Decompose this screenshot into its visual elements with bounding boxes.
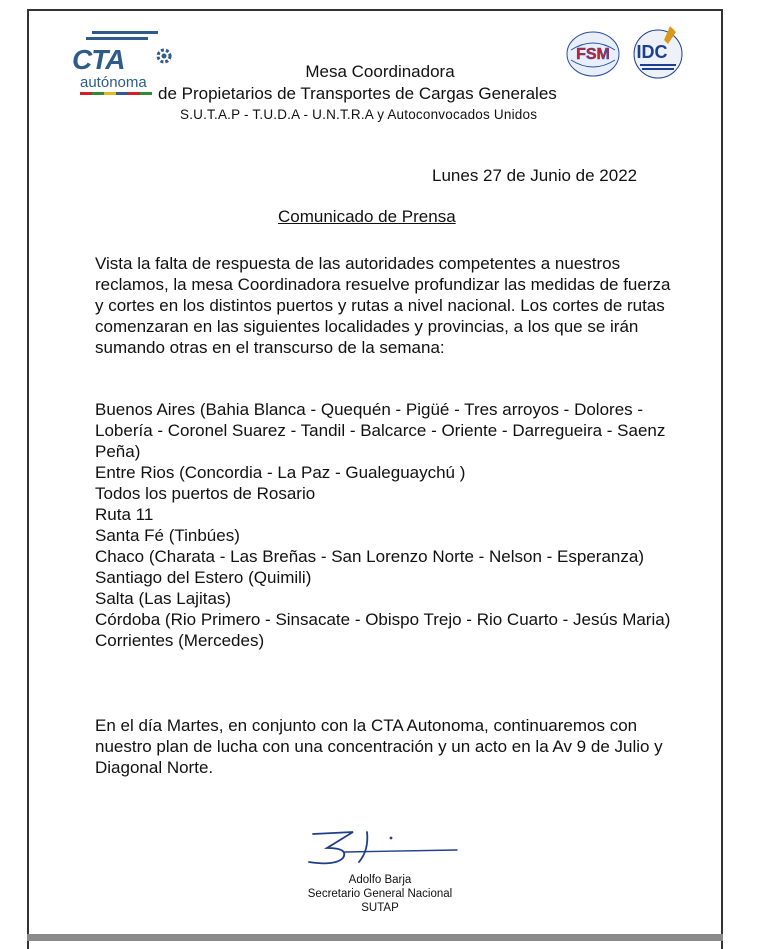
document-subject: Comunicado de Prensa	[278, 207, 456, 226]
signatory-name: Adolfo Barja	[348, 874, 412, 886]
org-unions-line: S.U.T.A.P - T.U.D.A - U.N.T.R.A y Autoconvocados Unidos	[180, 107, 538, 122]
document-date: Lunes 27 de Junio de 2022	[432, 166, 638, 185]
cta-logo-text: CTA	[72, 44, 125, 75]
cta-logo-subtext: autónoma	[80, 74, 147, 91]
list-item: Ruta 11	[95, 505, 154, 524]
list-item: Santiago del Estero (Quimili)	[95, 568, 312, 587]
signatory-org: SUTAP	[361, 902, 399, 914]
signatory-title: Secretario General Nacional	[307, 888, 453, 900]
handwritten-signature	[305, 826, 465, 870]
logo-color-strip	[80, 92, 160, 96]
list-item: Santa Fé (Tinbúes)	[95, 526, 240, 545]
idc-logo	[630, 22, 686, 80]
list-item: Buenos Aires (Bahia Blanca - Quequén - Pigüé - Tres arroyos - Dolores - Lobería - Coronel Suarez - Tandil - Balcarce - Oriente - Darregueira - Saenz Peña)	[95, 400, 666, 461]
logo-speed-stripes	[86, 30, 166, 44]
gear-icon	[154, 46, 174, 66]
list-item: Todos los puertos de Rosario	[95, 484, 316, 503]
org-title-line1: Mesa Coordinadora	[305, 62, 455, 81]
closing-paragraph: En el día Martes, en conjunto con la CTA Autonoma, continuaremos con nuestro plan de lucha con una concentración y un acto en la Av 9 de Julio y Diagonal Norte.	[95, 716, 663, 777]
list-item: Salta (Las Lajitas)	[95, 589, 232, 608]
list-item: Corrientes (Mercedes)	[95, 631, 265, 650]
idc-logo-text: IDC	[636, 42, 668, 62]
list-item: Chaco (Charata - Las Breñas - San Lorenzo Norte - Nelson - Esperanza)	[95, 547, 644, 566]
fsm-logo-text: FSM	[576, 46, 610, 63]
locations-list	[95, 399, 675, 651]
list-item: Córdoba (Rio Primero - Sinsacate - Obispo Trejo - Rio Cuarto - Jesús Maria)	[95, 610, 671, 629]
fsm-logo	[565, 30, 621, 78]
org-title-line2: de Propietarios de Transportes de Cargas Generales	[158, 84, 557, 103]
list-item: Entre Rios (Concordia - La Paz - Gualeguaychú )	[95, 463, 466, 482]
intro-paragraph: Vista la falta de respuesta de las autoridades competentes a nuestros reclamos, la mesa Coordinadora resuelve profundizar las medidas de fuerza y cortes en los distintos puertos y rutas a nivel nacional. Los cortes de rutas comenzaran en las siguientes localidades y provincias, a los que se irán sumando otras en el transcurso de la semana:	[95, 254, 671, 357]
page-bottom-edge	[27, 934, 723, 941]
